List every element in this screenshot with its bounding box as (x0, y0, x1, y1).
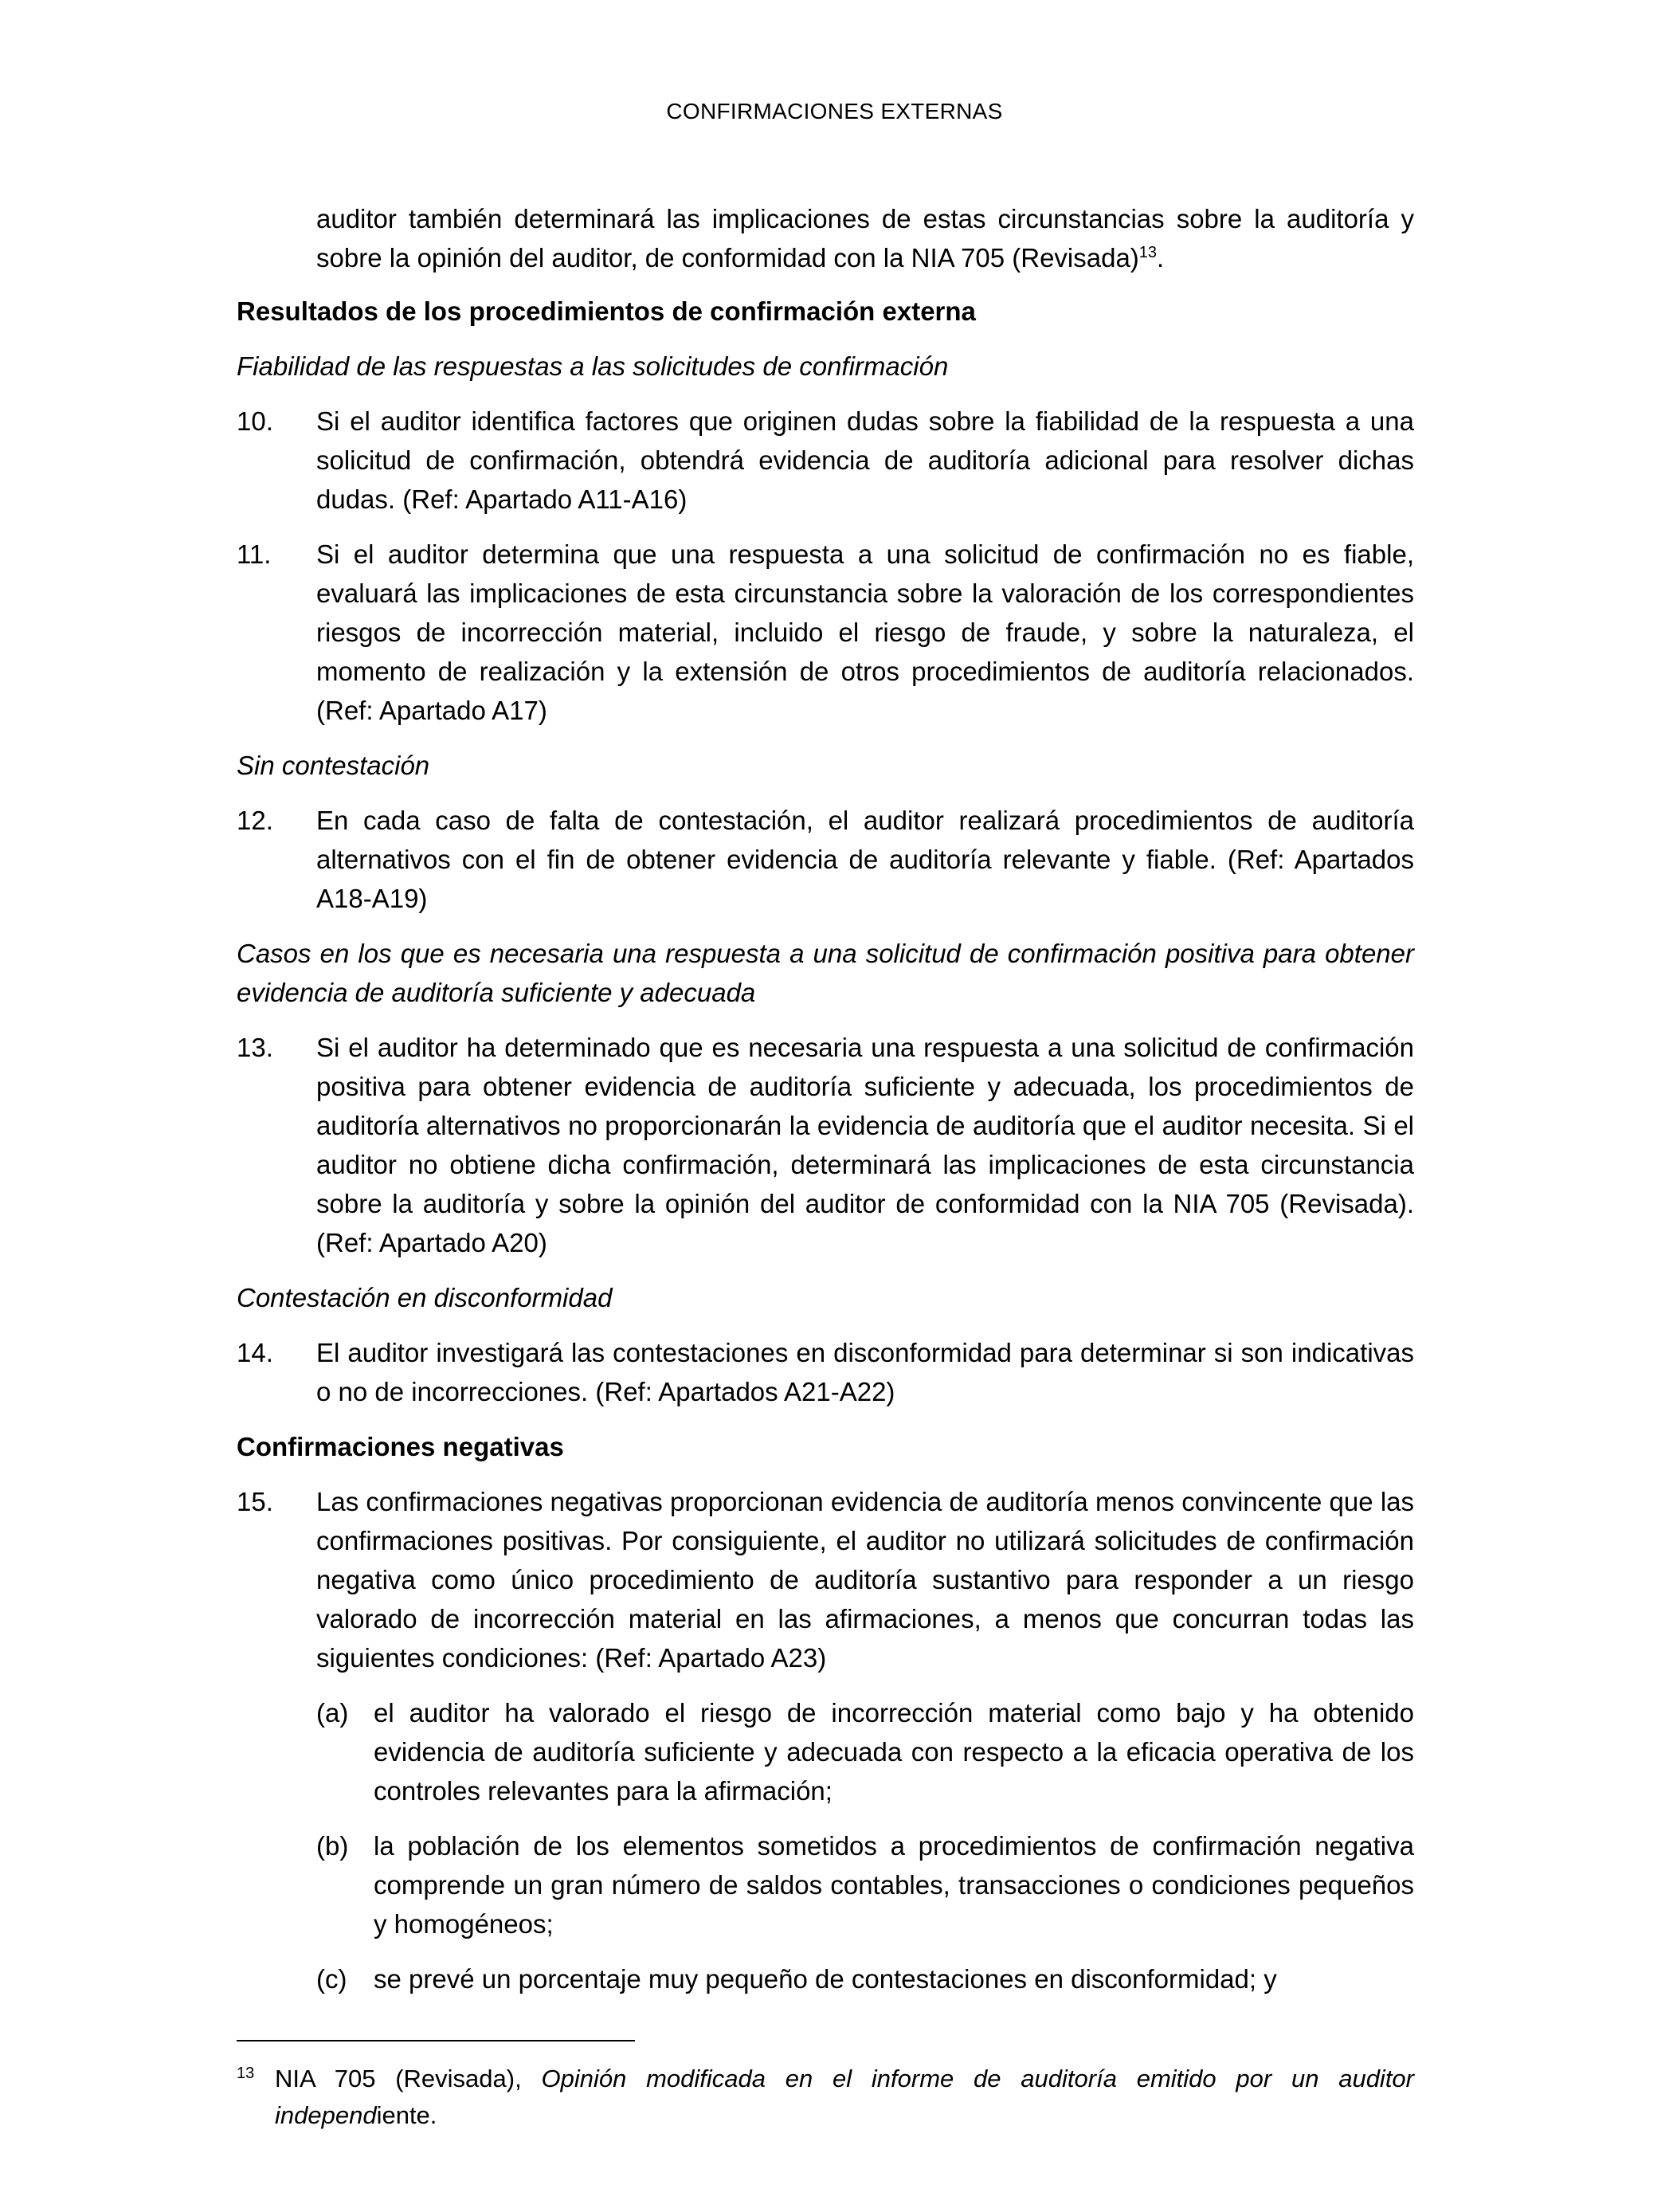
footnote-text (275, 2061, 1414, 2134)
footnote-separator (237, 2040, 635, 2041)
paragraph-number: 12. (237, 806, 273, 835)
running-header: CONFIRMACIONES EXTERNAS (666, 99, 1003, 124)
paragraph-text: Si el auditor identifica factores que originen dudas sobre la fiabilidad de la respuesta a una solicitud de confirmación, obtendrá evidencia de auditoría adicional para resolver dichas dudas. (Ref: Apartado A11-A16) (316, 406, 1414, 514)
paragraph-10 (237, 402, 1414, 519)
paragraph-number: 10. (237, 406, 273, 436)
paragraph-text: Las confirmaciones negativas proporcionan evidencia de auditoría menos convincente que las confirmaciones positivas. Por consiguiente, el auditor no utilizará solicitudes de confirmación negativa como único procedimiento de auditoría sustantivo para responder a un riesgo valorado de incorrección material en las afirmaciones, a menos que concurran todas las siguientes condiciones: (Ref: Apartado A23) (316, 1487, 1414, 1673)
paragraph-number: 14. (237, 1338, 273, 1367)
list-item-text: la población de los elementos sometidos a procedimientos de confirmación negativa comprende un gran número de saldos contables, transacciones o condiciones pequeños y homogéneos; (374, 1831, 1414, 1939)
paragraph-text: Si el auditor determina que una respuesta a una solicitud de confirmación no es fiable, evaluará las implicaciones de esta circunstancia sobre la valoración de los correspondientes riesgos de incorrección material, incluido el riesgo de fraude, y sobre la naturaleza, el momento de realización y la extensión de otros procedimientos de auditoría relacionados. (Ref: Apartado A17) (316, 539, 1414, 725)
list-item (316, 1826, 1414, 1943)
footnote-reference: 13 (1138, 244, 1158, 261)
footnote-suffix: iente. (376, 2101, 437, 2129)
section-heading-negative: Confirmaciones negativas (237, 1432, 564, 1461)
continued-paragraph-text: auditor también determinará las implicaciones de estas circunstancias sobre la auditoría y sobre la opinión del auditor, de conformidad con la NIA 705 (Revisada) (316, 204, 1414, 273)
list-item-letter: (b) (316, 1831, 349, 1861)
list-item (316, 1693, 1414, 1810)
list-item (316, 1959, 1414, 1998)
paragraph-text: Si el auditor ha determinado que es necesaria una respuesta a una solicitud de confirmación positiva para obtener evidencia de auditoría suficiente y adecuada, los procedimientos de auditoría alternativos no proporcionarán la evidencia de auditoría que el auditor necesita. Si el auditor no obtiene dicha confirmación, determinará las implicaciones de esta circunstancia sobre la auditoría y sobre la opinión del auditor de conformidad con la NIA 705 (Revisada). (Ref: Apartado A20) (316, 1033, 1414, 1257)
list-item-text: el auditor ha valorado el riesgo de incorrección material como bajo y ha obtenido evidencia de auditoría suficiente y adecuada con respecto a la eficacia operativa de los controles relevantes para la afirmación; (374, 1698, 1414, 1806)
paragraph-number: 15. (237, 1487, 273, 1516)
paragraph-number: 13. (237, 1033, 273, 1062)
paragraph-13 (237, 1028, 1414, 1262)
paragraph-11 (237, 535, 1414, 730)
paragraph-number: 11. (237, 539, 272, 569)
subheading-reliability: Fiabilidad de las respuestas a las solicitudes de confirmación (237, 351, 949, 381)
footnote-title: Opinión modificada en el informe de auditoría emitido por un auditor independ (275, 2065, 1414, 2129)
continued-paragraph-end: . (1157, 243, 1165, 273)
paragraph-15 (237, 1482, 1414, 1677)
subheading-no-reply: Sin contestación (237, 751, 430, 780)
subheading-disagreement: Contestación en disconformidad (237, 1283, 613, 1312)
footnote-prefix: NIA 705 (Revisada), (275, 2065, 542, 2092)
paragraph-14 (237, 1333, 1414, 1411)
footnote-13 (237, 2061, 1414, 2134)
paragraph-text: En cada caso de falta de contestación, el auditor realizará procedimientos de auditoría alternativos con el fin de obtener evidencia de auditoría relevante y fiable. (Ref: Apartados A18-A19) (316, 806, 1414, 913)
paragraph-text: El auditor investigará las contestaciones en disconformidad para determinar si son indicativas o no de incorrecciones. (Ref: Apartados A21-A22) (316, 1338, 1414, 1406)
paragraph-12 (237, 801, 1414, 918)
conditions-list (316, 1693, 1414, 1998)
list-item-letter: (c) (316, 1964, 347, 1994)
list-item-letter: (a) (316, 1698, 349, 1728)
footnote-mark: 13 (237, 2065, 255, 2082)
main-content (237, 199, 1414, 2014)
section-heading-results: Resultados de los procedimientos de confirmación externa (237, 296, 976, 326)
continued-paragraph (316, 199, 1414, 277)
list-item-text: se prevé un porcentaje muy pequeño de contestaciones en disconformidad; y (374, 1964, 1277, 1994)
subheading-positive-confirmation: Casos en los que es necesaria una respuesta a una solicitud de confirmación positiva para obtener evidencia de auditoría suficiente y adecuada (237, 939, 1414, 1007)
